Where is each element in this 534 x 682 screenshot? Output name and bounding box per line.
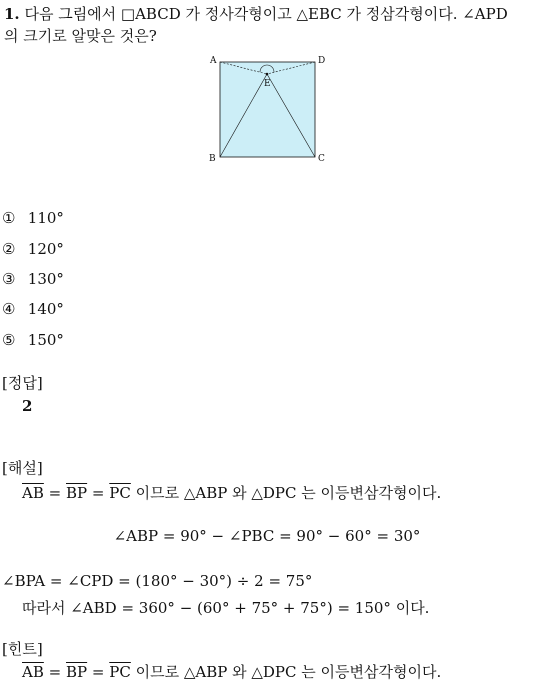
hint-line-1-suffix: 이므로 △ABP 와 △DPC 는 이등변삼각형이다.	[135, 663, 442, 681]
answer-heading: [정답]	[2, 374, 43, 392]
solution-line-1-suffix: 이므로 △ABP 와 △DPC 는 이등변삼각형이다.	[135, 484, 442, 502]
hint-heading: [힌트]	[2, 640, 43, 658]
choice-5[interactable]	[2, 331, 64, 349]
label-d: D	[318, 56, 326, 66]
label-c: C	[318, 154, 325, 164]
choice-marker: ③	[2, 270, 16, 288]
choice-text: 130°	[27, 270, 64, 288]
choice-3[interactable]	[2, 270, 64, 288]
question-line-1	[4, 3, 508, 24]
label-e: E	[264, 79, 271, 89]
solution-line-4: 따라서 ∠ABD = 360° − (60° + 75° + 75°) = 150° 이다.	[22, 599, 430, 617]
label-b: B	[209, 154, 216, 164]
label-a: A	[210, 56, 217, 66]
question-number: 1.	[4, 5, 20, 23]
choice-marker: ④	[2, 300, 16, 318]
choice-text: 140°	[27, 300, 64, 318]
segment-bp-text: $\overline{BP}$	[66, 663, 88, 681]
segment-ab-text: $\overline{AB}$	[22, 484, 44, 502]
segment-pc-text: $\overline{PC}$	[109, 663, 131, 681]
choice-text: 150°	[27, 331, 64, 349]
square-abcd	[220, 62, 315, 157]
question-text-1: 다음 그림에서 □ABCD 가 정사각형이고 △EBC 가 정삼각형이다. ∠APD	[24, 5, 508, 23]
choice-marker: ①	[2, 209, 16, 227]
choice-4[interactable]	[2, 300, 64, 318]
solution-line-1: $\overline{AB} = \overline{BP} = \overline{PC}$ 이므로 △ABP 와 △DPC 는 이등변삼각형이다.	[22, 484, 442, 502]
solution-heading: [해설]	[2, 459, 43, 477]
geometry-figure	[200, 50, 335, 170]
choice-text: 120°	[27, 240, 64, 258]
choice-2[interactable]	[2, 240, 64, 258]
choice-text: 110°	[27, 209, 64, 227]
answer-value: 2	[22, 397, 33, 415]
choice-marker: ⑤	[2, 331, 16, 349]
question-line-2: 의 크기로 알맞은 것은?	[4, 27, 157, 45]
solution-line-3: ∠BPA = ∠CPD = (180° − 30°) ÷ 2 = 75°	[2, 572, 313, 590]
choice-marker: ②	[2, 240, 16, 258]
segment-ab-text: $\overline{AB}$	[22, 663, 44, 681]
solution-centered-equation: ∠ABP = 90° − ∠PBC = 90° − 60° = 30°	[113, 527, 421, 545]
segment-bp-text: $\overline{BP}$	[66, 484, 88, 502]
hint-line-1: $\overline{AB} = \overline{BP} = \overline{PC}$ 이므로 △ABP 와 △DPC 는 이등변삼각형이다.	[22, 663, 442, 681]
segment-pc-text: $\overline{PC}$	[109, 484, 131, 502]
point-p	[266, 73, 269, 76]
choice-1[interactable]	[2, 209, 64, 227]
